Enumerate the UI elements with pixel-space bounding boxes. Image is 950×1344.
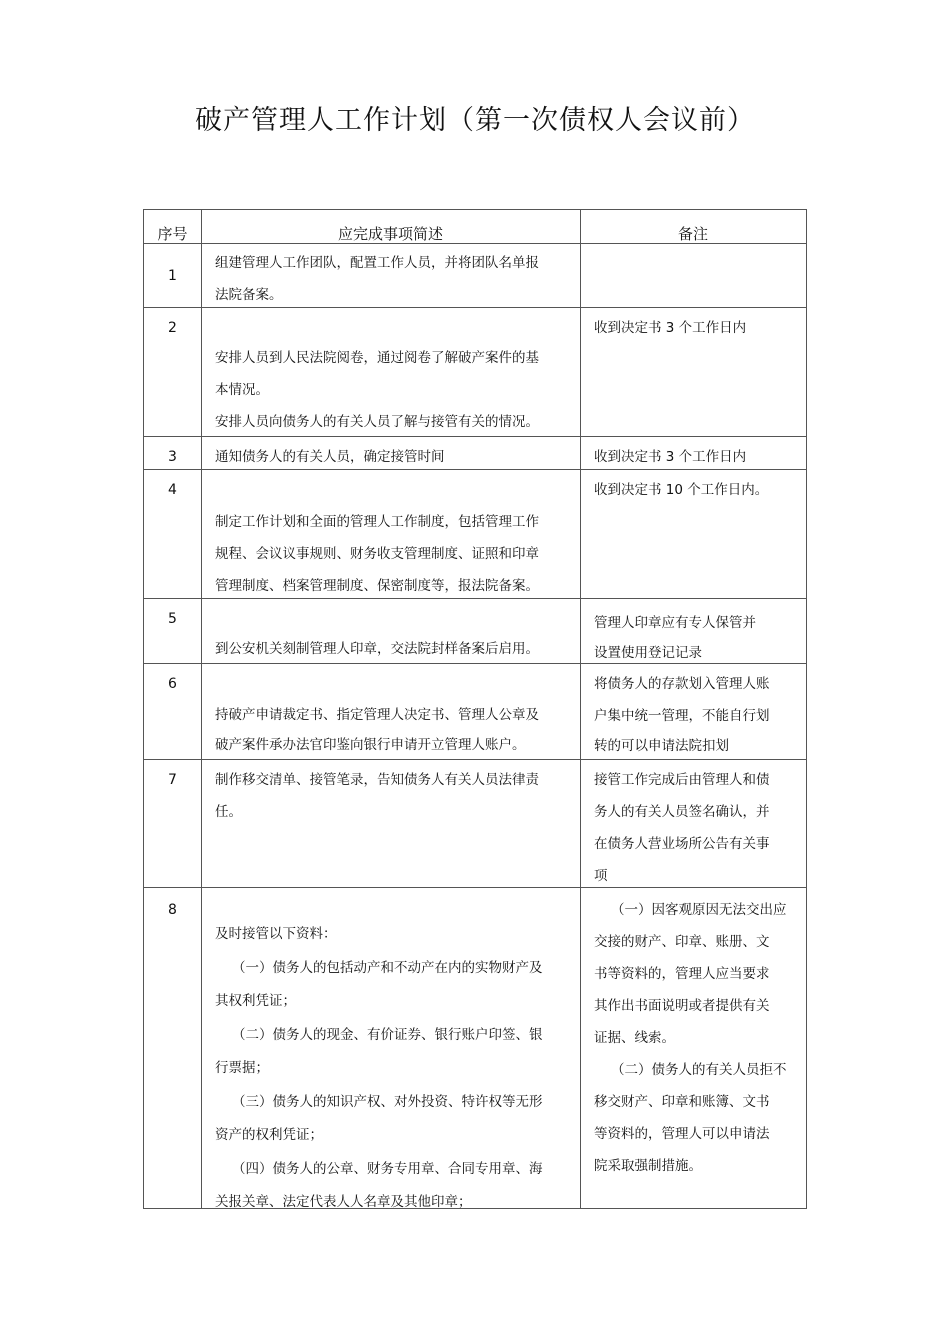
table-header-row — [143, 210, 807, 244]
row-seq: 5 — [168, 611, 177, 627]
row-seq: 6 — [168, 676, 177, 692]
row-note: 收到决定书 3 个工作日内 — [594, 449, 747, 465]
row-note: 收到决定书 10 个工作日内。 — [594, 482, 769, 498]
row-desc: 持破产申请裁定书、指定管理人决定书、管理人公章及 破产案件承办法官印鉴向银行申请开立管理人账户。 — [215, 707, 539, 753]
plan-table — [143, 209, 807, 1209]
row-seq: 7 — [168, 772, 177, 788]
row-desc: 通知债务人的有关人员，确定接管时间 — [215, 449, 445, 465]
row-desc: 到公安机关刻制管理人印章，交法院封样备案后启用。 — [215, 641, 539, 657]
table-row — [143, 760, 807, 888]
row-note: （一）因客观原因无法交出应 交接的财产、印章、账册、文 书等资料的，管理人应当要求 其作出书面说明或者提供有关 证据、线索。 （二）债务人的有关人员拒不 移交财产、印章和账簿、文书 等资料的，管理人可以申请法 院采取强制措施。 — [594, 902, 787, 1174]
row-seq: 1 — [168, 268, 177, 284]
row-seq: 4 — [168, 482, 177, 498]
table-row — [143, 244, 807, 308]
table-row — [143, 437, 807, 470]
row-desc: 及时接管以下资料： （一）债务人的包括动产和不动产在内的实物财产及 其权利凭证； （二）债务人的现金、有价证券、银行账户印签、银 行票据； （三）债务人的知识产权、对外投资、特许权等无形 资产的权利凭证； （四）债务人的公章、财务专用章、合同专用章、海 关报关章、法定代表人人名章及其他印章； — [215, 926, 543, 1210]
row-note: 管理人印章应有专人保管并 设置使用登记记录 — [594, 615, 756, 661]
row-seq: 8 — [168, 902, 177, 918]
table-row — [143, 664, 807, 760]
page-title: 破产管理人工作计划（第一次债权人会议前） — [195, 105, 755, 136]
row-seq: 3 — [168, 449, 177, 465]
row-desc: 安排人员到人民法院阅卷，通过阅卷了解破产案件的基 本情况。 安排人员向债务人的有关人员了解与接管有关的情况。 — [215, 350, 539, 430]
row-desc: 制作移交清单、接管笔录，告知债务人有关人员法律责 任。 — [215, 772, 539, 820]
row-note: 接管工作完成后由管理人和债 务人的有关人员签名确认，并 在债务人营业场所公告有关事 项 — [594, 772, 770, 884]
header-desc: 应完成事项简述 — [337, 225, 443, 243]
header-note: 备注 — [677, 225, 708, 243]
row-seq: 2 — [168, 320, 177, 336]
table-row — [143, 308, 807, 437]
table-row — [143, 888, 807, 1209]
row-desc: 组建管理人工作团队，配置工作人员，并将团队名单报 法院备案。 — [215, 255, 539, 303]
row-desc: 制定工作计划和全面的管理人工作制度，包括管理工作 规程、会议议事规则、财务收支管理制度、证照和印章 管理制度、档案管理制度、保密制度等，报法院备案。 — [215, 514, 539, 594]
row-note: 收到决定书 3 个工作日内 — [594, 320, 747, 336]
header-seq: 序号 — [157, 225, 188, 243]
table-row — [143, 599, 807, 664]
row-note: 将债务人的存款划入管理人账 户集中统一管理，不能自行划 转的可以申请法院扣划 — [594, 676, 770, 754]
table-row — [143, 470, 807, 599]
